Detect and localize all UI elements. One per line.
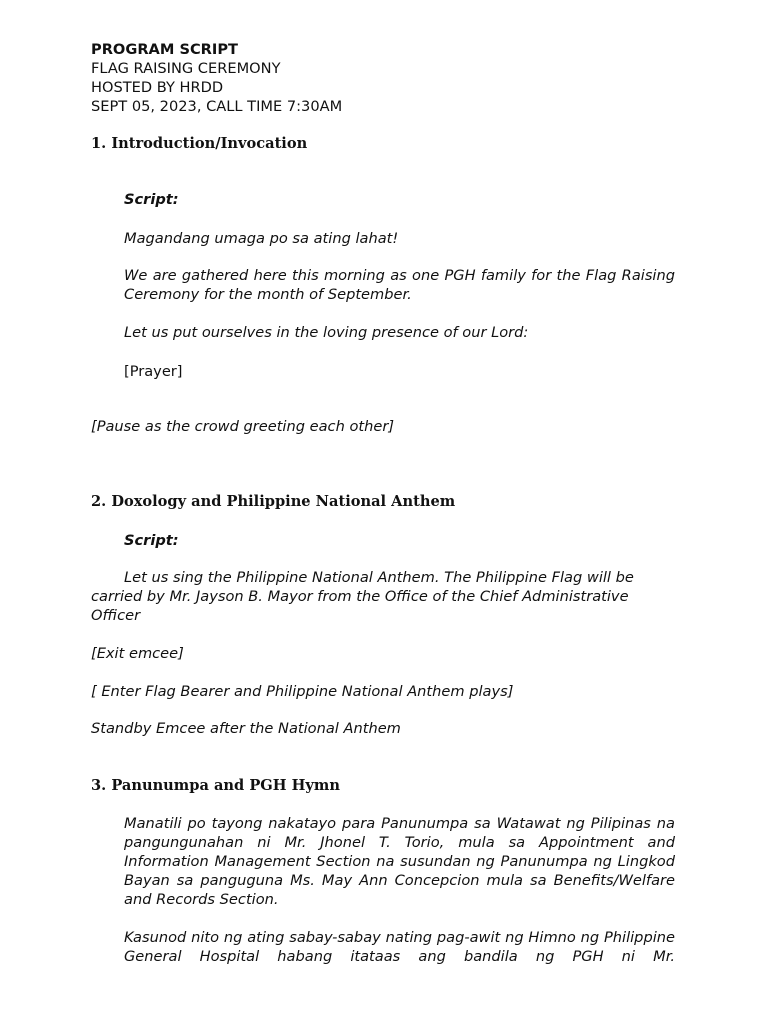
- pause-note: [Pause as the crowd greeting each other]: [91, 418, 395, 435]
- program-title: PROGRAM SCRIPT: [91, 41, 238, 58]
- presence-text: Let us put ourselves in the loving presence of our Lord:: [124, 324, 529, 341]
- greeting-text: Magandang umaga po sa ating lahat!: [124, 230, 399, 247]
- hymn-text: Kasunod nito ng ating sabay-sabay nating pag-awit ng Himno ng Philippine General Hospital habang itataas ang bandila ng PGH ni Mr.: [124, 929, 675, 965]
- exit-emcee-cue: [Exit emcee]: [91, 645, 184, 662]
- event-title: FLAG RAISING CEREMONY: [91, 60, 281, 77]
- script-label-2: Script:: [124, 532, 179, 549]
- panunumpa-text: Manatili po tayong nakatayo para Panunumpa sa Watawat ng Pilipinas na pangungunahan ni Mr. Jhonel T. Torio, mula sa Appointment and Information Management Section na susundan ng Panunumpa ng Lingkod Bayan sa panguguna Ms. May Ann Concepcion mula sa Benefits/Welfare and Records Section.: [124, 815, 675, 908]
- anthem-text: Let us sing the Philippine National Anthem. The Philippine Flag will be carried by Mr. Jayson B. Mayor from the Office of the Chief Administrative Officer: [91, 569, 634, 624]
- standby-note: Standby Emcee after the National Anthem: [91, 720, 401, 737]
- section-heading-1: 1. Introduction/Invocation: [91, 135, 308, 152]
- gathering-text: We are gathered here this morning as one PGH family for the Flag Raising Ceremony for the month of September.: [124, 267, 675, 303]
- host-line: HOSTED BY HRDD: [91, 79, 224, 96]
- flag-bearer-cue: [ Enter Flag Bearer and Philippine National Anthem plays]: [91, 683, 514, 700]
- section-heading-3: 3. Panunumpa and PGH Hymn: [91, 777, 340, 794]
- section-heading-2: 2. Doxology and Philippine National Anthem: [91, 493, 456, 510]
- script-label-1: Script:: [124, 191, 179, 208]
- prayer-cue: [Prayer]: [124, 363, 183, 380]
- date-calltime: SEPT 05, 2023, CALL TIME 7:30AM: [91, 98, 343, 115]
